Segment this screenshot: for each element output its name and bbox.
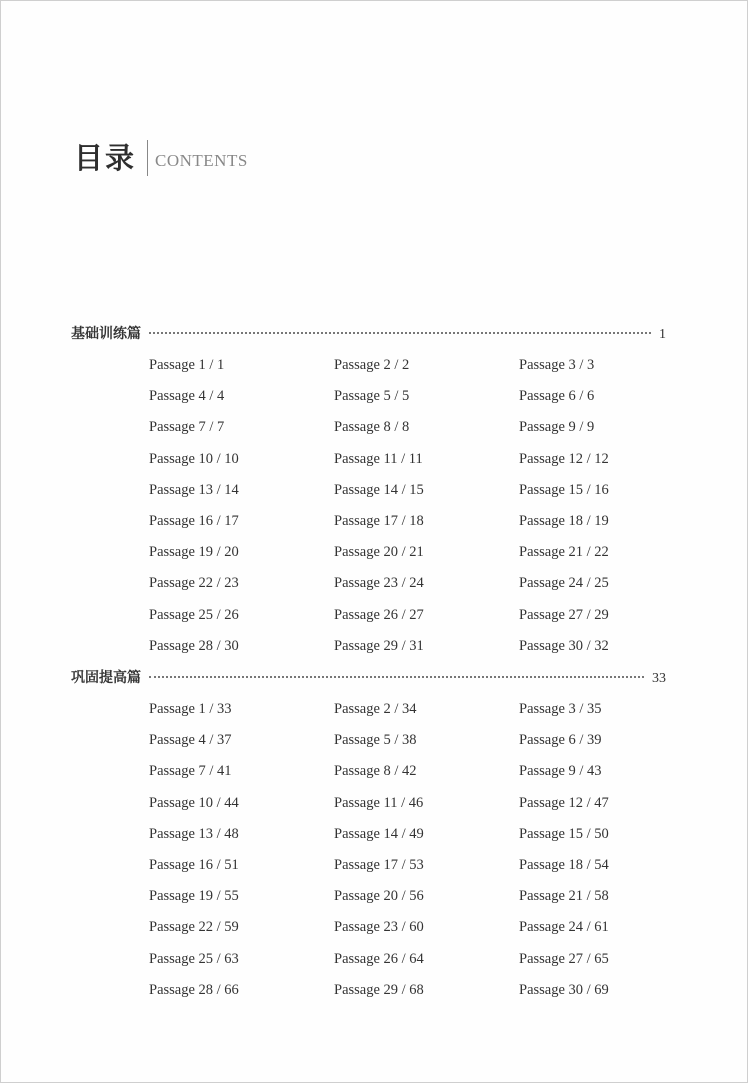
toc-entry[interactable]: Passage 20 / 21: [334, 544, 424, 561]
toc-entry[interactable]: Passage 9 / 9: [519, 419, 595, 436]
toc-entry[interactable]: Passage 13 / 48: [149, 825, 239, 842]
toc-entry[interactable]: Passage 4 / 4: [149, 388, 225, 405]
toc-entry[interactable]: Passage 12 / 47: [519, 794, 609, 811]
toc-entry[interactable]: Passage 8 / 42: [334, 763, 417, 780]
toc-entry[interactable]: Passage 1 / 1: [149, 357, 225, 373]
toc-entry[interactable]: Passage 22 / 23: [149, 575, 239, 592]
section-heading[interactable]: [71, 319, 666, 350]
toc-entry[interactable]: Passage 1 / 33: [149, 701, 232, 717]
toc-entry[interactable]: Passage 12 / 12: [519, 450, 609, 467]
toc-entry[interactable]: Passage 11 / 11: [334, 450, 423, 467]
toc-entry[interactable]: Passage 15 / 50: [519, 825, 609, 842]
toc-entry[interactable]: Passage 13 / 14: [149, 481, 239, 498]
toc-entry[interactable]: Passage 10 / 10: [149, 450, 239, 467]
toc-entry[interactable]: Passage 3 / 35: [519, 701, 602, 717]
toc-entry[interactable]: Passage 27 / 65: [519, 950, 609, 967]
toc-entry[interactable]: Passage 15 / 16: [519, 481, 609, 498]
toc-entry[interactable]: Passage 8 / 8: [334, 419, 410, 436]
toc-entry[interactable]: Passage 11 / 46: [334, 794, 424, 811]
toc-entry[interactable]: Passage 16 / 17: [149, 512, 239, 529]
toc-entry[interactable]: Passage 21 / 22: [519, 544, 609, 561]
toc-entry[interactable]: Passage 28 / 66: [149, 981, 239, 998]
toc-entry[interactable]: Passage 2 / 34: [334, 701, 417, 717]
toc-entry[interactable]: Passage 25 / 26: [149, 606, 239, 623]
toc-entry[interactable]: Passage 26 / 64: [334, 950, 424, 967]
toc-entry[interactable]: Passage 23 / 24: [334, 575, 424, 592]
page-title: 目录: [74, 141, 137, 175]
toc-entry[interactable]: Passage 24 / 25: [519, 575, 609, 592]
toc-entry[interactable]: Passage 7 / 41: [149, 763, 232, 780]
section-page-number: 33: [652, 671, 666, 686]
dot-leader: [149, 675, 644, 678]
toc-entry[interactable]: Passage 7 / 7: [149, 419, 225, 436]
toc-section-basic: [71, 319, 666, 662]
page-subtitle: CONTENTS: [155, 151, 248, 170]
toc-entry[interactable]: Passage 10 / 44: [149, 794, 239, 811]
toc-entry[interactable]: Passage 5 / 38: [334, 732, 417, 749]
toc-entry[interactable]: Passage 5 / 5: [334, 388, 410, 405]
toc-entry[interactable]: Passage 29 / 31: [334, 637, 424, 654]
toc-entry[interactable]: Passage 17 / 18: [334, 512, 424, 529]
section-page-number: 1: [659, 327, 666, 342]
toc-entry[interactable]: Passage 23 / 60: [334, 919, 424, 936]
toc-entry[interactable]: Passage 28 / 30: [149, 637, 239, 654]
section-title: 巩固提高篇: [71, 670, 141, 686]
toc-header: [74, 138, 248, 178]
toc-entry[interactable]: Passage 3 / 3: [519, 357, 595, 373]
toc-entry[interactable]: Passage 14 / 15: [334, 481, 424, 498]
toc-entry[interactable]: Passage 25 / 63: [149, 950, 239, 967]
toc-entry[interactable]: Passage 30 / 32: [519, 637, 609, 654]
toc-entry[interactable]: Passage 19 / 55: [149, 888, 239, 905]
toc-entry[interactable]: Passage 19 / 20: [149, 544, 239, 561]
toc-entry[interactable]: Passage 6 / 39: [519, 732, 602, 749]
title-divider: [147, 140, 148, 176]
entry-grid: [149, 350, 666, 662]
toc-entry[interactable]: Passage 21 / 58: [519, 888, 609, 905]
toc-entry[interactable]: Passage 24 / 61: [519, 919, 609, 936]
toc-entry[interactable]: Passage 27 / 29: [519, 606, 609, 623]
toc-entry[interactable]: Passage 18 / 19: [519, 512, 609, 529]
toc-entry[interactable]: Passage 20 / 56: [334, 888, 424, 905]
section-title: 基础训练篇: [71, 326, 141, 342]
toc-entry[interactable]: Passage 6 / 6: [519, 388, 595, 405]
toc-entry[interactable]: Passage 2 / 2: [334, 357, 410, 373]
toc-entry[interactable]: Passage 26 / 27: [334, 606, 424, 623]
entry-grid: [149, 694, 666, 1006]
toc-entry[interactable]: Passage 22 / 59: [149, 919, 239, 936]
toc-section-advanced: [71, 663, 666, 1006]
toc-entry[interactable]: Passage 16 / 51: [149, 856, 239, 873]
toc-entry[interactable]: Passage 18 / 54: [519, 856, 609, 873]
toc-entry[interactable]: Passage 29 / 68: [334, 981, 424, 998]
dot-leader: [149, 331, 651, 334]
section-heading[interactable]: [71, 663, 666, 694]
toc-entry[interactable]: Passage 4 / 37: [149, 732, 232, 749]
toc-entry[interactable]: Passage 17 / 53: [334, 856, 424, 873]
toc-entry[interactable]: Passage 9 / 43: [519, 763, 602, 780]
toc-entry[interactable]: Passage 30 / 69: [519, 981, 609, 998]
toc-entry[interactable]: Passage 14 / 49: [334, 825, 424, 842]
